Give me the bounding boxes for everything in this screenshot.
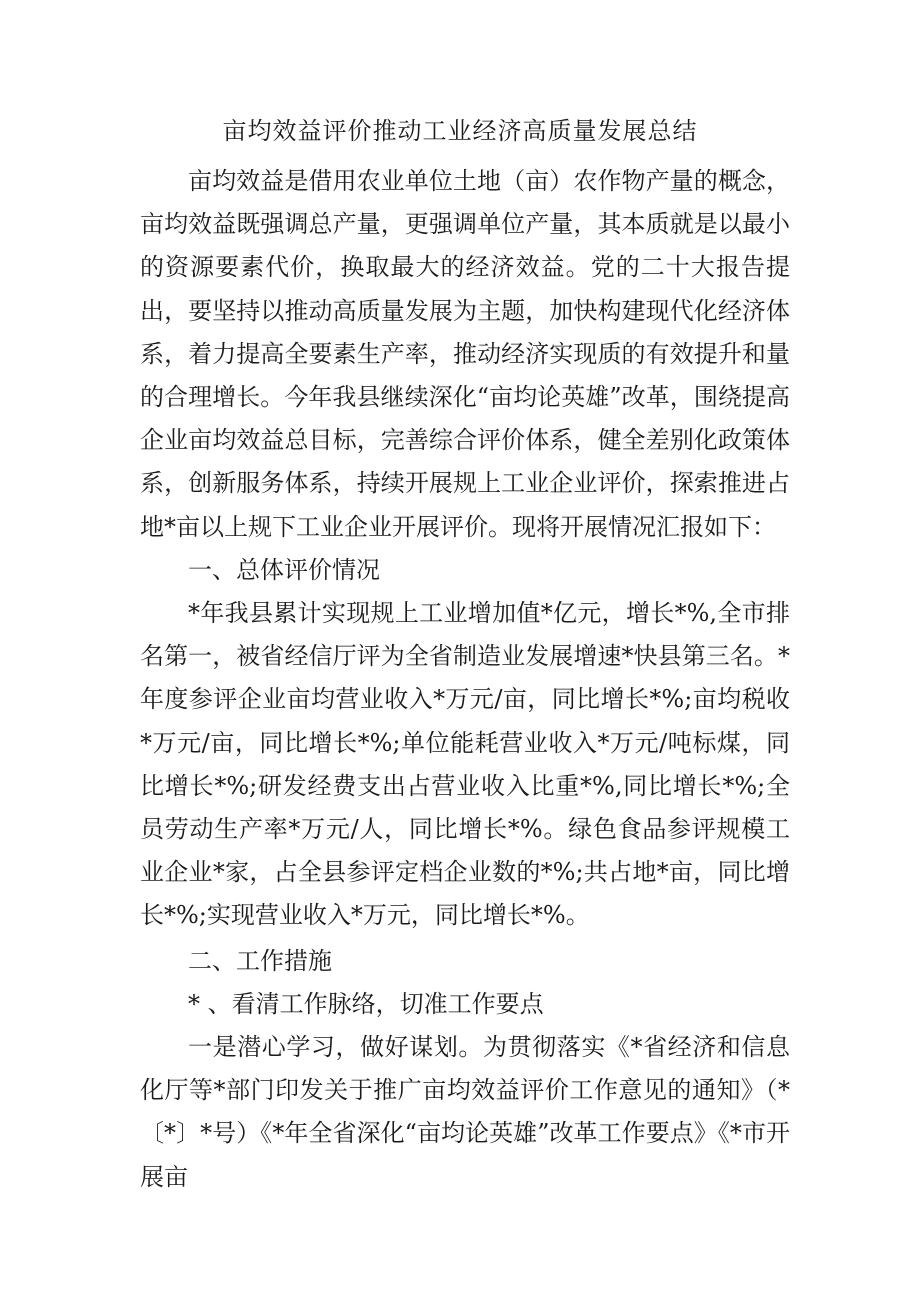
intro-paragraph: 亩均效益是借用农业单位土地（亩）农作物产量的概念，亩均效益既强调总产量，更强调单位产量，其本质就是以最小的资源要素代价，换取最大的经济效益。党的二十大报告提出，要坚持以推动高质量发展为主题，加快构建现代化经济体系，着力提高全要素生产率，推动经济实现质的有效提升和量的合理增长。今年我县继续深化“亩均论英雄”改革，围绕提高企业亩均效益总目标，完善综合评价体系，健全差别化政策体系，创新服务体系，持续开展规上工业企业评价，探索推进占地*亩以上规下工业企业开展评价。现将开展情况汇报如下： [140,167,790,541]
section-heading-overall-evaluation: 一、总体评价情况 [188,555,380,584]
overall-evaluation-paragraph: *年我县累计实现规上工业增加值*亿元，增长*%,全市排名第一，被省经信厅评为全省制造业发展增速*快县第三名。*年度参评企业亩均营业收入*万元/亩，同比增长*%;亩均税收*万元/亩，同比增长*%;单位能耗营业收入*万元/吨标煤，同比增长*%;研发经费支出占营业收入比重*%,同比增长*%;全员劳动生产率*万元/人，同比增长*%。绿色食品参评规模工业企业*家，占全县参评定档企业数的*%;共占地*亩，同比增长*%;实现营业收入*万元，同比增长*%。 [140,599,790,930]
work-measures-paragraph: 一是潜心学习，做好谋划。为贯彻落实《*省经济和信息化厅等*部门印发关于推广亩均效益评价工作意见的通知》（*〔*〕*号）《*年全省深化“亩均论英雄”改革工作要点》《*市开展亩 [140,1033,790,1191]
document-title: 亩均效益评价推动工业经济高质量发展总结 [222,117,698,145]
section-heading-work-measures: 二、工作措施 [188,946,332,975]
document-body [140,160,790,1199]
subsection-heading: * 、看清工作脉络，切准工作要点 [188,989,544,1018]
